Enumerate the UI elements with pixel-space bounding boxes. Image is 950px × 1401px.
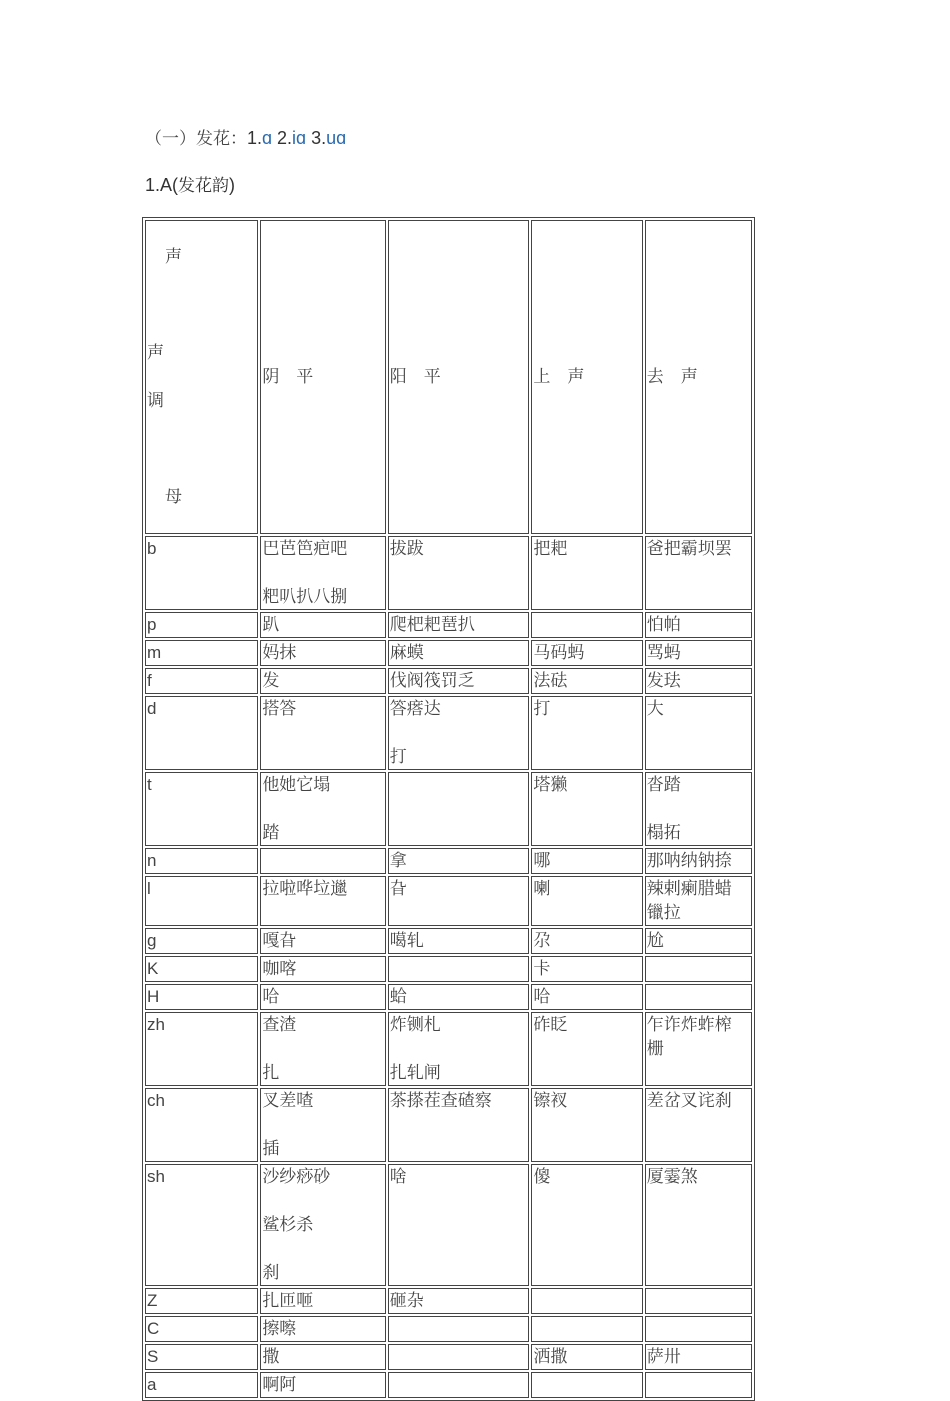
char-cell: 大 bbox=[645, 696, 752, 770]
char-cell: 厦霎煞 bbox=[645, 1164, 752, 1286]
char-cell: 擦嚓 bbox=[260, 1316, 385, 1342]
table-row bbox=[145, 612, 752, 638]
char-cell: 哈 bbox=[260, 984, 385, 1010]
char-cell: 乍诈炸蚱榨 栅 bbox=[645, 1012, 752, 1086]
table-row bbox=[145, 1372, 752, 1398]
initial-cell: ch bbox=[145, 1088, 258, 1162]
header-shangsheng: 上 声 bbox=[531, 220, 642, 534]
table-row bbox=[145, 772, 752, 846]
char-cell: 炸铡札 扎轧闸 bbox=[388, 1012, 530, 1086]
initial-cell: S bbox=[145, 1344, 258, 1370]
char-cell bbox=[388, 772, 530, 846]
table-row bbox=[145, 1012, 752, 1086]
char-cell: 傻 bbox=[531, 1164, 642, 1286]
char-cell: 镲衩 bbox=[531, 1088, 642, 1162]
table-row bbox=[145, 1288, 752, 1314]
char-cell: 蛤 bbox=[388, 984, 530, 1010]
char-cell bbox=[388, 1344, 530, 1370]
table-title-cn: 发花韵 bbox=[178, 176, 230, 196]
char-cell: 洒撒 bbox=[531, 1344, 642, 1370]
table-row bbox=[145, 848, 752, 874]
char-cell bbox=[388, 1372, 530, 1398]
char-cell bbox=[531, 612, 642, 638]
char-cell: 打 bbox=[531, 696, 642, 770]
char-cell bbox=[388, 956, 530, 982]
corner-left-2: 调 bbox=[147, 391, 164, 411]
char-cell: 骂蚂 bbox=[645, 640, 752, 666]
char-cell: 沓踏 榻拓 bbox=[645, 772, 752, 846]
char-cell: 把耙 bbox=[531, 536, 642, 610]
initial-cell: g bbox=[145, 928, 258, 954]
char-cell: 发珐 bbox=[645, 668, 752, 694]
table-row bbox=[145, 1316, 752, 1342]
char-cell bbox=[645, 1372, 752, 1398]
char-cell bbox=[645, 984, 752, 1010]
syllable-table bbox=[142, 217, 755, 1401]
table-row bbox=[145, 640, 752, 666]
syllable-table-body bbox=[145, 220, 752, 1398]
initial-cell: a bbox=[145, 1372, 258, 1398]
char-cell: 拉啦哗垃邋 bbox=[260, 876, 385, 926]
initial-cell: n bbox=[145, 848, 258, 874]
table-row bbox=[145, 1344, 752, 1370]
initial-cell: f bbox=[145, 668, 258, 694]
heading-num-1: 1. bbox=[247, 128, 263, 148]
heading-num-2: 2. bbox=[272, 128, 293, 148]
char-cell: 尬 bbox=[645, 928, 752, 954]
table-row bbox=[145, 1164, 752, 1286]
header-row bbox=[145, 220, 752, 534]
char-cell: 爸把霸坝罢 bbox=[645, 536, 752, 610]
table-row bbox=[145, 668, 752, 694]
section-heading bbox=[145, 127, 346, 150]
char-cell: 发 bbox=[260, 668, 385, 694]
char-cell: 伐阀筏罚乏 bbox=[388, 668, 530, 694]
char-cell: 差岔叉诧刹 bbox=[645, 1088, 752, 1162]
initial-cell: zh bbox=[145, 1012, 258, 1086]
table-title bbox=[145, 174, 235, 197]
char-cell: 撒 bbox=[260, 1344, 385, 1370]
initial-cell: Z bbox=[145, 1288, 258, 1314]
char-cell: 他她它塌 踏 bbox=[260, 772, 385, 846]
char-cell: 拿 bbox=[388, 848, 530, 874]
char-cell: 啊阿 bbox=[260, 1372, 385, 1398]
char-cell: 妈抹 bbox=[260, 640, 385, 666]
corner-bottom: 母 bbox=[165, 487, 182, 507]
char-cell: 砟眨 bbox=[531, 1012, 642, 1086]
char-cell: 塔獭 bbox=[531, 772, 642, 846]
char-cell: 喇 bbox=[531, 876, 642, 926]
char-cell bbox=[531, 1316, 642, 1342]
heading-link-ia[interactable]: iɑ bbox=[292, 128, 307, 148]
header-yangping: 阳 平 bbox=[388, 220, 530, 534]
initial-cell: t bbox=[145, 772, 258, 846]
char-cell: 巴芭笆疤吧 粑叭扒八捌 bbox=[260, 536, 385, 610]
char-cell bbox=[260, 848, 385, 874]
char-cell: 趴 bbox=[260, 612, 385, 638]
char-cell: 扎匝咂 bbox=[260, 1288, 385, 1314]
char-cell bbox=[388, 1316, 530, 1342]
initial-cell: K bbox=[145, 956, 258, 982]
char-cell: 马码蚂 bbox=[531, 640, 642, 666]
table-title-prefix: 1.A( bbox=[145, 175, 179, 195]
char-cell bbox=[645, 1288, 752, 1314]
char-cell: 怕帕 bbox=[645, 612, 752, 638]
char-cell: 爬杷耙琶扒 bbox=[388, 612, 530, 638]
initial-cell: b bbox=[145, 536, 258, 610]
char-cell: 噶轧 bbox=[388, 928, 530, 954]
initial-cell: l bbox=[145, 876, 258, 926]
char-cell: 拔跋 bbox=[388, 536, 530, 610]
char-cell bbox=[645, 1316, 752, 1342]
initial-cell: H bbox=[145, 984, 258, 1010]
initial-cell: sh bbox=[145, 1164, 258, 1286]
header-yinping: 阴 平 bbox=[260, 220, 385, 534]
table-title-close: ) bbox=[229, 175, 236, 195]
char-cell: 咖喀 bbox=[260, 956, 385, 982]
char-cell: 哈 bbox=[531, 984, 642, 1010]
char-cell: 萨卅 bbox=[645, 1344, 752, 1370]
char-cell: 砸杂 bbox=[388, 1288, 530, 1314]
char-cell: 哪 bbox=[531, 848, 642, 874]
char-cell: 答瘩达 打 bbox=[388, 696, 530, 770]
initial-cell: d bbox=[145, 696, 258, 770]
table-row bbox=[145, 956, 752, 982]
initial-cell: m bbox=[145, 640, 258, 666]
char-cell: 法砝 bbox=[531, 668, 642, 694]
table-row bbox=[145, 984, 752, 1010]
heading-link-ua[interactable]: uɑ bbox=[326, 128, 347, 148]
char-cell: 辣剌瘌腊蜡 镴拉 bbox=[645, 876, 752, 926]
table-row bbox=[145, 536, 752, 610]
char-cell bbox=[531, 1288, 642, 1314]
char-cell: 旮 bbox=[388, 876, 530, 926]
char-cell: 啥 bbox=[388, 1164, 530, 1286]
char-cell: 尕 bbox=[531, 928, 642, 954]
char-cell bbox=[531, 1372, 642, 1398]
char-cell: 那呐纳钠捺 bbox=[645, 848, 752, 874]
table-row bbox=[145, 1088, 752, 1162]
table-row bbox=[145, 876, 752, 926]
heading-link-a[interactable]: ɑ bbox=[262, 128, 273, 148]
char-cell: 麻蟆 bbox=[388, 640, 530, 666]
initial-cell: p bbox=[145, 612, 258, 638]
char-cell: 茶搽茬查碴察 bbox=[388, 1088, 530, 1162]
char-cell: 搭答 bbox=[260, 696, 385, 770]
char-cell: 查渣 扎 bbox=[260, 1012, 385, 1086]
char-cell: 嘎旮 bbox=[260, 928, 385, 954]
corner-cell bbox=[145, 220, 258, 534]
heading-num-3: 3. bbox=[306, 128, 327, 148]
table-row bbox=[145, 928, 752, 954]
initial-cell: C bbox=[145, 1316, 258, 1342]
char-cell: 叉差喳 插 bbox=[260, 1088, 385, 1162]
table-row bbox=[145, 696, 752, 770]
corner-left-1: 声 bbox=[147, 343, 164, 363]
heading-prefix: （一）发花： bbox=[145, 129, 247, 149]
char-cell: 卡 bbox=[531, 956, 642, 982]
char-cell: 沙纱痧砂 鲨杉杀 刹 bbox=[260, 1164, 385, 1286]
header-qusheng: 去 声 bbox=[645, 220, 752, 534]
char-cell bbox=[645, 956, 752, 982]
corner-top: 声 bbox=[165, 247, 182, 267]
